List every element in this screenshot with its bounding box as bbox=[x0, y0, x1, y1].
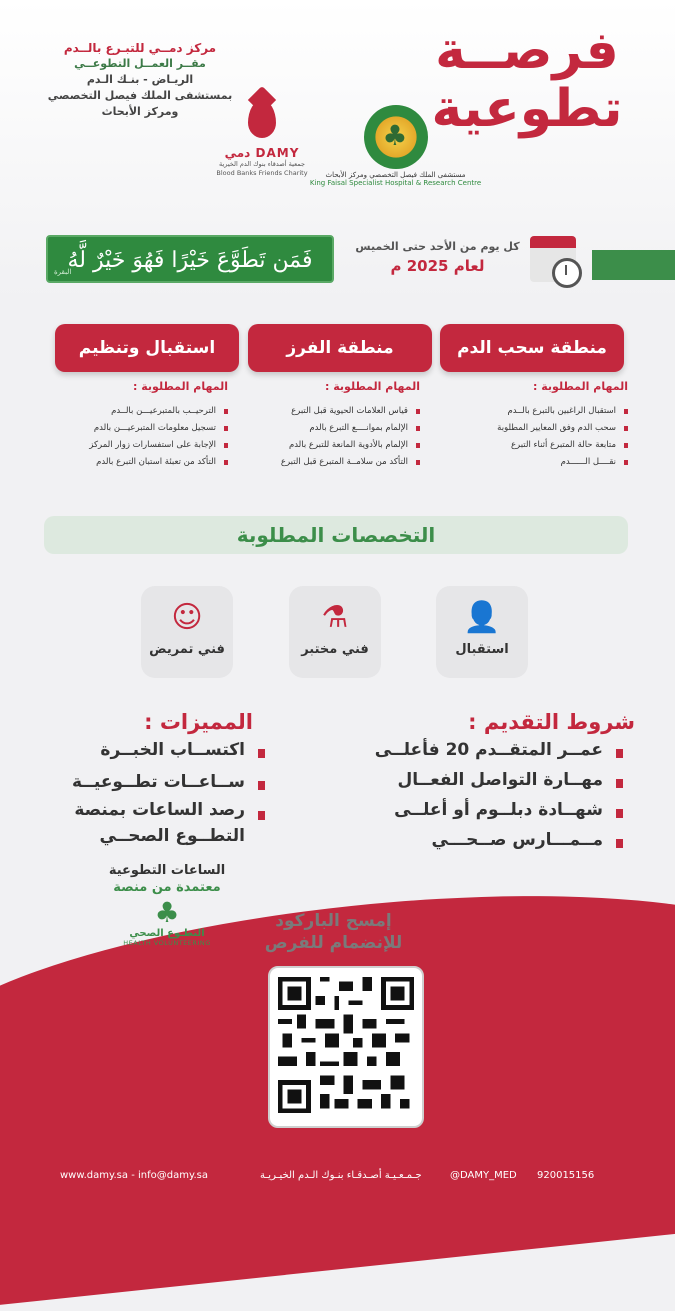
schedule-days: كل يوم من الأحد حتى الخميس bbox=[355, 240, 520, 253]
specialty-label: فني مختبر bbox=[301, 642, 369, 657]
specialties-title: التخصصات المطلوبة bbox=[44, 516, 628, 554]
specialty-card-lab bbox=[289, 586, 381, 678]
task-item: الإلمام بالأدوية المانعة للتبرع بالدم bbox=[242, 437, 420, 454]
area-blood-draw: منطقة سحب الدم bbox=[440, 324, 624, 372]
advantage-item: رصد الساعات بمنصة bbox=[74, 800, 245, 820]
tasks-reception bbox=[50, 380, 228, 471]
task-item: الإجابة على استفسارات زوار المركز bbox=[50, 437, 228, 454]
specialty-label: استقبال bbox=[455, 642, 509, 657]
scan-line-2: للإنضمام للفرص bbox=[264, 933, 403, 953]
area-reception: استقبال وتنظيم bbox=[55, 324, 239, 372]
damy-brand: DAMY دمي bbox=[224, 146, 300, 160]
footer bbox=[0, 1163, 675, 1189]
location-info bbox=[40, 40, 240, 120]
tasks-title: المهام المطلوبة : bbox=[133, 380, 228, 393]
requirement-item: مــمـــارس صــحـــي bbox=[431, 830, 603, 850]
qr-code-frame[interactable] bbox=[268, 966, 424, 1128]
kfsh-logo bbox=[308, 105, 483, 187]
bullet-icon bbox=[258, 749, 265, 758]
footer-charity-name: جـمـعـيـة أصـدقـاء بنـوك الـدم الخيـريـة bbox=[260, 1170, 422, 1181]
lab-flask-icon: ⚗ bbox=[321, 600, 349, 635]
requirement-item: عمــر المتقــدم 20 فأعلــى bbox=[374, 740, 603, 760]
kfsh-seal-icon bbox=[364, 105, 428, 169]
schedule bbox=[345, 240, 530, 275]
specialty-label: فني تمريض bbox=[149, 642, 225, 657]
title-line-2: تطوعية bbox=[431, 79, 623, 139]
verse-source: البقرة bbox=[54, 268, 72, 276]
advantages-title: المميزات : bbox=[144, 710, 253, 734]
reception-desk-icon: 👤 bbox=[463, 600, 501, 635]
title-line-1: فرصــة bbox=[435, 21, 619, 81]
task-item: الإلمام بموانــــع التبرع بالدم bbox=[242, 420, 420, 437]
task-item: قياس العلامات الحيوية قبل التبرع bbox=[242, 403, 420, 420]
specialty-card-reception bbox=[436, 586, 528, 678]
task-item: التأكد من تعبئة استبان التبرع بالدم bbox=[50, 454, 228, 471]
advantage-item: التطــوع الصحــي bbox=[99, 826, 245, 846]
hv-line-2: معتمدة من منصة bbox=[113, 880, 221, 895]
schedule-year: لعام 2025 م bbox=[390, 257, 485, 275]
footer-phone[interactable]: 920015156 bbox=[537, 1170, 595, 1181]
calendar-clock-icon bbox=[530, 232, 584, 290]
kfsh-name-ar: مستشفى الملك فيصل التخصصي ومركز الأبحاث bbox=[325, 171, 466, 179]
tasks-screening bbox=[242, 380, 420, 471]
damy-logo bbox=[212, 100, 312, 178]
task-item: سحب الدم وفق المعايير المطلوبة bbox=[450, 420, 628, 437]
advantage-item: ســاعــات تطــوعيــة bbox=[71, 772, 245, 792]
health-volunteering-block bbox=[92, 862, 242, 947]
requirement-item: مهــارة التواصل الفعــال bbox=[397, 770, 603, 790]
location-line-1: الريـاض - بنـك الـدم bbox=[86, 73, 194, 86]
qr-code-icon[interactable] bbox=[278, 977, 414, 1113]
advantage-item: اكتســاب الخبــرة bbox=[100, 740, 245, 760]
quran-verse-banner bbox=[46, 235, 334, 283]
tasks-title: المهام المطلوبة : bbox=[325, 380, 420, 393]
green-ribbon bbox=[592, 250, 675, 280]
bullet-icon bbox=[616, 809, 623, 818]
hv-logo-en: HEALTH VOLUNTEERING bbox=[123, 939, 211, 947]
requirements-title: شروط التقديم : bbox=[468, 710, 635, 734]
damy-name-en: Blood Banks Friends Charity bbox=[216, 169, 308, 177]
location-line-2: بمستشفى الملك فيصل التخصصي bbox=[47, 89, 233, 102]
task-item: الترحيــب بالمتبرعيـــن بالــدم bbox=[50, 403, 228, 420]
bullet-icon bbox=[258, 811, 265, 820]
scan-line-1: إمسح الباركود bbox=[275, 911, 392, 931]
task-item: التأكد من سلامــة المتبرع قبل التبرع bbox=[242, 454, 420, 471]
area-screening: منطقة الفرز bbox=[248, 324, 432, 372]
verse-text: فَمَن تَطَوَّعَ خَيْرًا فَهُوَ خَيْرٌ لَّهُ bbox=[67, 248, 313, 273]
kfsh-name-en: King Faisal Specialist Hospital & Research Centre bbox=[309, 179, 482, 187]
task-item: نقــــل الــــــدم bbox=[450, 454, 628, 471]
bullet-icon bbox=[258, 781, 265, 790]
bullet-icon bbox=[616, 779, 623, 788]
requirement-item: شهــادة دبلــوم أو أعلــى bbox=[394, 800, 603, 820]
footer-website[interactable]: www.damy.sa - info@damy.sa bbox=[60, 1170, 208, 1181]
bullet-icon bbox=[616, 839, 623, 848]
scan-instructions bbox=[256, 910, 411, 954]
hv-line-1: الساعات التطوعية bbox=[108, 863, 226, 878]
footer-social[interactable]: @DAMY_MED bbox=[450, 1170, 517, 1181]
task-item: استقبال الراغبين بالتبرع بالــدم bbox=[450, 403, 628, 420]
center-name: مركز دمــي للتبـرع بالــدم bbox=[63, 41, 217, 55]
tasks-title: المهام المطلوبة : bbox=[533, 380, 628, 393]
nurse-icon: ☺ bbox=[171, 600, 203, 635]
task-item: متابعة حالة المتبرع أثناء التبرع bbox=[450, 437, 628, 454]
task-item: تسجيل معلومات المتبرعيـــن بالدم bbox=[50, 420, 228, 437]
hv-logo-ar: التطـوع الصحي bbox=[129, 928, 205, 939]
bullet-icon bbox=[616, 749, 623, 758]
damy-name-ar: جمعية أصدقاء بنوك الدم الخيرية bbox=[218, 160, 306, 168]
palm-icon: ♣ bbox=[154, 896, 180, 929]
blood-drop-icon bbox=[248, 100, 276, 138]
location-line-3: ومركز الأبحاث bbox=[101, 105, 179, 118]
work-place-label: مقــر العمــل التطوعــي bbox=[74, 57, 206, 70]
specialty-card-nursing bbox=[141, 586, 233, 678]
palm-icon: ♣ bbox=[382, 119, 408, 152]
tasks-blood-draw bbox=[450, 380, 628, 471]
